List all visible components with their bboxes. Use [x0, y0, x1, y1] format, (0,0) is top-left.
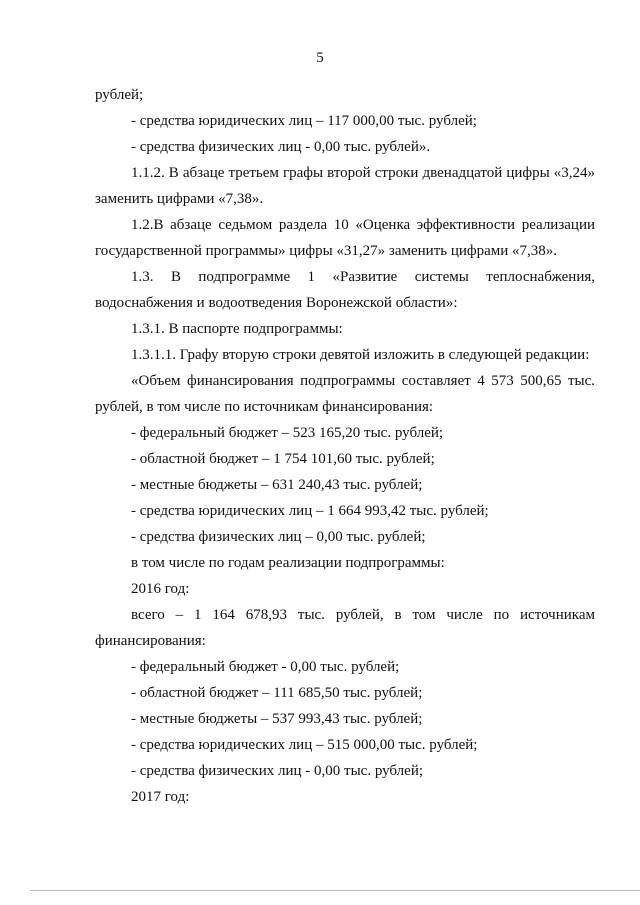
- text-line: - средства юридических лиц – 515 000,00 тыс. рублей;: [131, 737, 478, 753]
- text-line: - средства физических лиц - 0,00 тыс. рублей;: [131, 763, 424, 779]
- text-line: финансирования:: [95, 633, 206, 649]
- text-line: - местные бюджеты – 537 993,43 тыс. рублей;: [131, 711, 423, 727]
- text-line: 1.1.2. В абзаце третьем графы второй строки двенадцатой цифры «3,24»: [131, 165, 595, 181]
- text-line: - средства юридических лиц – 1 664 993,42 тыс. рублей;: [131, 503, 489, 519]
- text-line: заменить цифрами «7,38».: [95, 191, 264, 207]
- page-number: 5: [316, 50, 324, 66]
- text-line: водоснабжения и водоотведения Воронежской области»:: [95, 295, 458, 311]
- text-line: рублей, в том числе по источникам финансирования:: [95, 399, 434, 415]
- text-line: рублей;: [95, 87, 144, 103]
- text-line: государственной программы» цифры «31,27» заменить цифрами «7,38».: [95, 243, 558, 259]
- text-line: в том числе по годам реализации подпрограммы:: [131, 555, 445, 571]
- text-line: «Объем финансирования подпрограммы составляет 4 573 500,65 тыс.: [131, 373, 595, 389]
- text-line: - федеральный бюджет - 0,00 тыс. рублей;: [131, 659, 400, 675]
- text-line: - областной бюджет – 1 754 101,60 тыс. рублей;: [131, 451, 435, 467]
- text-line: 2016 год:: [131, 581, 190, 597]
- text-line: - областной бюджет – 111 685,50 тыс. рублей;: [131, 685, 423, 701]
- text-line: - средства физических лиц – 0,00 тыс. рублей;: [131, 529, 426, 545]
- text-line: 1.3. В подпрограмме 1 «Развитие системы теплоснабжения,: [131, 269, 595, 285]
- text-line: 2017 год:: [131, 789, 190, 805]
- text-line: - средства физических лиц - 0,00 тыс. рублей».: [131, 139, 431, 155]
- text-line: - федеральный бюджет – 523 165,20 тыс. рублей;: [131, 425, 444, 441]
- text-line: 1.3.1.1. Графу вторую строки девятой изложить в следующей редакции:: [131, 347, 590, 363]
- text-line: 1.2.В абзаце седьмом раздела 10 «Оценка эффективности реализации: [131, 217, 595, 233]
- scan-edge-line: [30, 890, 640, 891]
- text-line: всего – 1 164 678,93 тыс. рублей, в том числе по источникам: [131, 607, 595, 623]
- text-line: - средства юридических лиц – 117 000,00 тыс. рублей;: [131, 113, 477, 129]
- text-line: - местные бюджеты – 631 240,43 тыс. рублей;: [131, 477, 423, 493]
- text-line: 1.3.1. В паспорте подпрограммы:: [131, 321, 343, 337]
